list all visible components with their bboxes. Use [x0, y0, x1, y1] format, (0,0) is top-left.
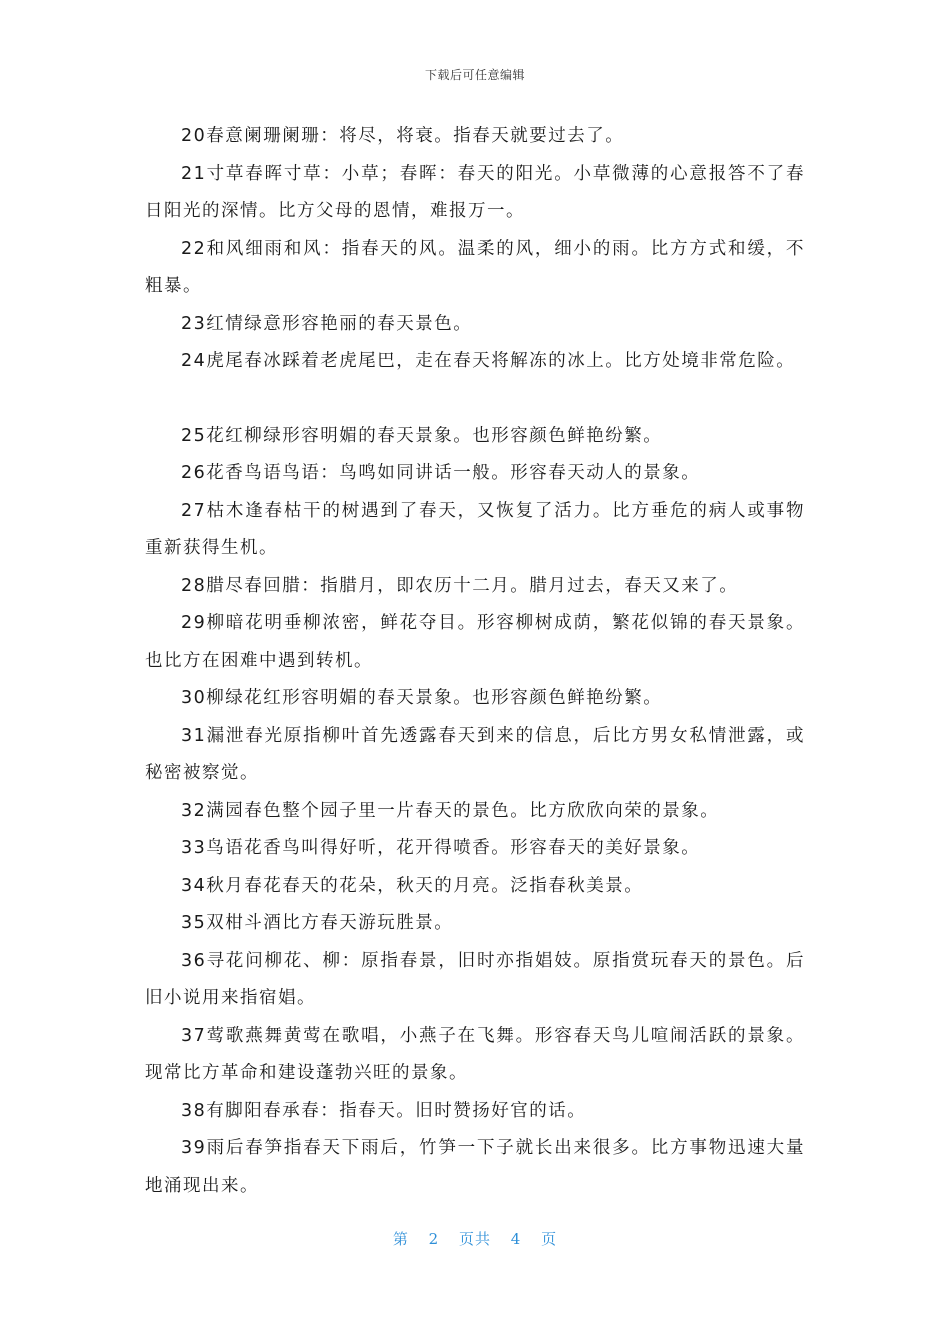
idiom-entry-33: 33鸟语花香鸟叫得好听，花开得喷香。形容春天的美好景象。	[181, 838, 701, 858]
idiom-entry-20: 20春意阑珊阑珊：将尽，将衰。指春天就要过去了。	[181, 126, 625, 146]
idiom-entry-23: 23红情绿意形容艳丽的春天景色。	[181, 313, 473, 334]
idiom-entry-38: 38有脚阳春承春：指春天。旧时赞扬好官的话。	[181, 1100, 587, 1121]
page-header: 下载后可任意编辑	[424, 68, 525, 82]
idiom-entry-31: 31漏泄春光原指柳叶首先透露春天到来的信息，后比方男女私情泄露，或秘密被察觉。	[145, 725, 805, 783]
idiom-entry-24: 24虎尾春冰踩着老虎尾巴，走在春天将解冻的冰上。比方处境非常危险。	[181, 351, 796, 371]
idiom-entry-35: 35双柑斗酒比方春天游玩胜景。	[181, 913, 454, 933]
idiom-entry-36: 36寻花问柳花、柳：原指春景，旧时亦指娼妓。原指赏玩春天的景色。后旧小说用来指宿娼。	[145, 950, 805, 1008]
document-body	[145, 118, 805, 1205]
idiom-entry-37: 37莺歌燕舞黄莺在歌唱，小燕子在飞舞。形容春天鸟儿喧闹活跃的景象。现常比方革命和建设蓬勃兴旺的景象。	[145, 1025, 805, 1083]
idiom-entry-25: 25花红柳绿形容明媚的春天景象。也形容颜色鲜艳纷繁。	[181, 425, 663, 446]
idiom-entry-34: 34秋月春花春天的花朵，秋天的月亮。泛指春秋美景。	[181, 875, 644, 896]
idiom-entry-21: 21寸草春晖寸草：小草；春晖：春天的阳光。小草微薄的心意报答不了春日阳光的深情。比方父母的恩情，难报万一。	[145, 163, 805, 221]
idiom-entry-32: 32满园春色整个园子里一片春天的景色。比方欣欣向荣的景象。	[181, 800, 720, 821]
idiom-entry-39: 39雨后春笋指春天下雨后，竹笋一下子就长出来很多。比方事物迅速大量地涌现出来。	[145, 1138, 805, 1196]
idiom-entry-29: 29柳暗花明垂柳浓密，鲜花夺目。形容柳树成荫，繁花似锦的春天景象。也比方在困难中遇到转机。	[145, 613, 805, 671]
paragraph-gap	[145, 381, 805, 418]
footer-total-pages: 4	[510, 1230, 522, 1248]
footer-current-page: 2	[428, 1230, 440, 1248]
idiom-entry-27: 27枯木逢春枯干的树遇到了春天，又恢复了活力。比方垂危的病人或事物重新获得生机。	[145, 500, 805, 558]
idiom-entry-22: 22和风细雨和风：指春天的风。温柔的风，细小的雨。比方方式和缓，不粗暴。	[145, 238, 805, 296]
page-footer	[0, 1228, 950, 1249]
footer-middle: 页共	[458, 1230, 491, 1248]
footer-suffix: 页	[541, 1230, 558, 1248]
idiom-entry-26: 26花香鸟语鸟语：鸟鸣如同讲话一般。形容春天动人的景象。	[181, 463, 701, 483]
idiom-entry-30: 30柳绿花红形容明媚的春天景象。也形容颜色鲜艳纷繁。	[181, 688, 663, 708]
footer-prefix: 第	[392, 1230, 409, 1248]
idiom-entry-28: 28腊尽春回腊：指腊月，即农历十二月。腊月过去，春天又来了。	[181, 575, 739, 596]
